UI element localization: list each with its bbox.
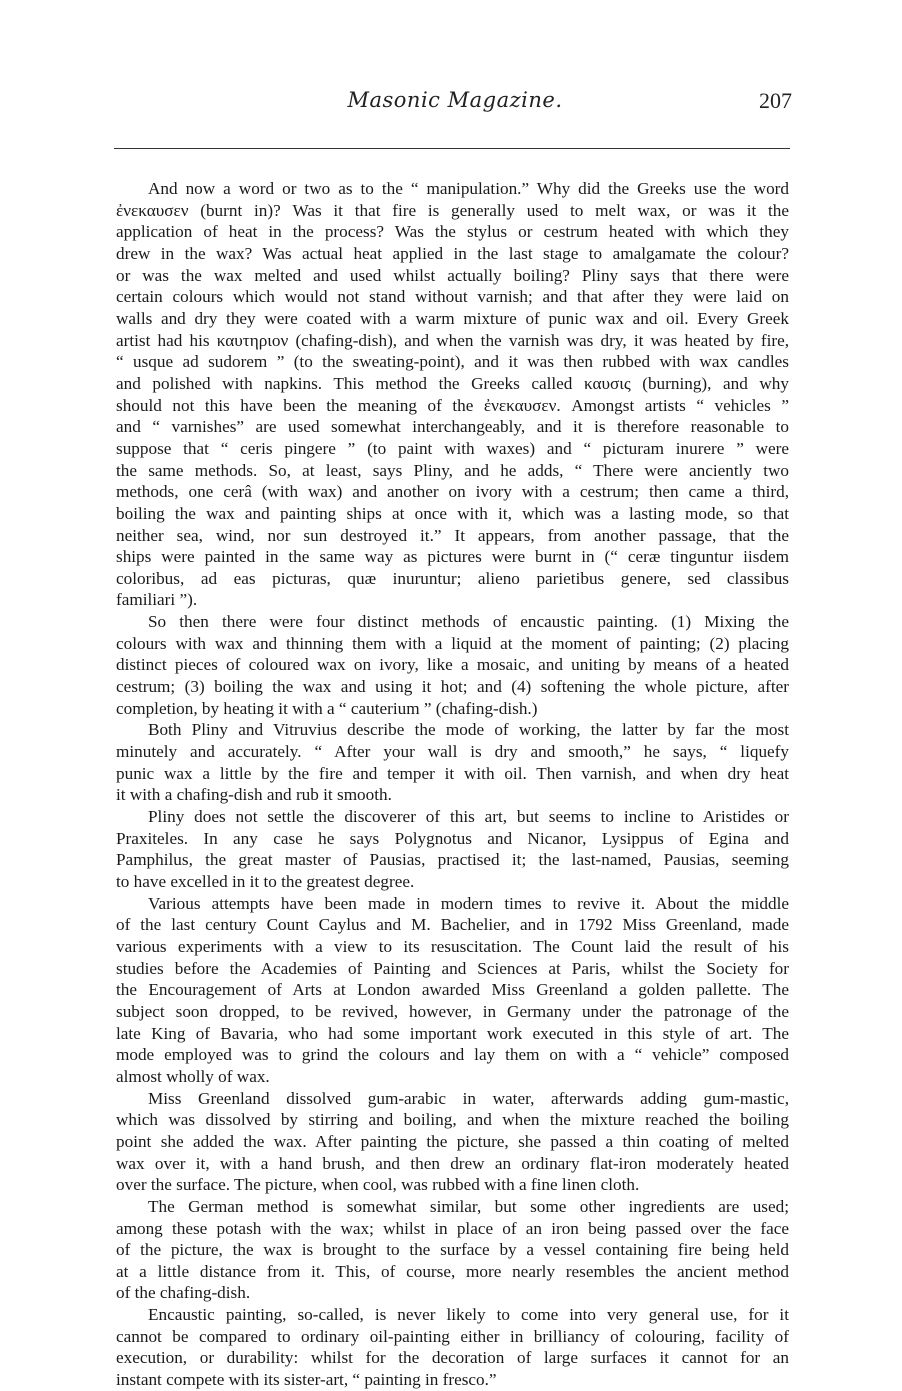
text-line: ships were painted in the same way as pictures were burnt in (“ ceræ tinguntur iisdem: [116, 547, 789, 567]
text-line: cannot be compared to ordinary oil-painting either in brilliancy of colouring, facility of: [116, 1326, 789, 1346]
text-line: and polished with napkins. This method the Greeks called καυσις (burning), and why: [116, 373, 789, 393]
text-line: should not this have been the meaning of the ἐνεκαυσεν. Amongst artists “ vehicles ”: [116, 395, 789, 415]
text-line: subject soon dropped, to be revived, however, in Germany under the patronage of the: [116, 1001, 789, 1021]
text-line: drew in the wax? Was actual heat applied in the last stage to amalgamate the colour?: [116, 243, 789, 263]
text-line: So then there were four distinct methods of encaustic painting. (1) Mixing the: [148, 612, 789, 632]
text-line: neither sea, wind, nor sun destroyed it.” It appears, from another passage, that the: [116, 525, 789, 545]
text-line: late King of Bavaria, who had some important work executed in this style of art. The: [116, 1023, 789, 1043]
text-line: of the last century Count Caylus and M. Bachelier, and in 1792 Miss Greenland, made: [116, 915, 789, 935]
text-line: “ usque ad sudorem ” (to the sweating-point), and it was then rubbed with wax candles: [116, 352, 789, 372]
text-line: punic wax a little by the fire and temper it with oil. Then varnish, and when dry heat: [116, 763, 789, 783]
text-line: to have excelled in it to the greatest degree.: [116, 872, 415, 891]
text-line: of the chafing-dish.: [116, 1283, 251, 1303]
text-line: walls and dry they were coated with a warm mixture of punic wax and oil. Every Greek: [116, 308, 789, 328]
text-line: ἐνεκαυσεν (burnt in)? Was it that fire is generally used to melt wax, or was it the: [116, 200, 789, 220]
text-line: execution, or durability: whilst for the decoration of large surfaces it cannot for an: [116, 1348, 789, 1368]
article-body: [116, 178, 789, 1391]
text-line: various experiments with a view to its resuscitation. The Count laid the result of his: [116, 936, 789, 956]
text-line: familiari ”).: [116, 590, 198, 610]
text-line: Both Pliny and Vitruvius describe the mode of working, the latter by far the most: [148, 720, 789, 740]
text-line: completion, by heating it with a “ cauterium ” (chafing-dish.): [116, 698, 538, 718]
text-line: which was dissolved by stirring and boiling, and when the mixture reached the boiling: [116, 1110, 789, 1130]
text-line: Encaustic painting, so-called, is never likely to come into very general use, for it: [148, 1305, 789, 1325]
text-line: wax over it, with a hand brush, and then drew an ordinary flat-iron moderately heated: [116, 1153, 789, 1173]
text-line: certain colours which would not stand without varnish; and that after they were laid on: [116, 287, 789, 307]
text-line: almost wholly of wax.: [116, 1066, 270, 1086]
text-line: or was the wax melted and used whilst actually boiling? Pliny says that there were: [116, 265, 789, 285]
text-line: studies before the Academies of Painting and Sciences at Paris, whilst the Society for: [116, 958, 789, 978]
page-number: 207: [759, 88, 792, 113]
text-line: of the picture, the wax is brought to the surface by a vessel containing fire being held: [116, 1240, 789, 1260]
text-line: among these potash with the wax; whilst in place of an iron being passed over the face: [116, 1218, 789, 1238]
text-line: Pamphilus, the great master of Pausias, practised it; the last-named, Pausias, seeming: [116, 850, 789, 870]
text-line: Praxiteles. In any case he says Polygnotus and Nicanor, Lysippus of Egina and: [116, 828, 789, 848]
text-line: point she added the wax. After painting the picture, she passed a thin coating of melted: [116, 1131, 789, 1151]
text-line: at a little distance from it. This, of course, more nearly resembles the ancient method: [116, 1261, 789, 1281]
text-line: methods, one cerâ (with wax) and another on ivory with a cestrum; then came a third,: [116, 482, 789, 502]
text-line: instant compete with its sister-art, “ painting in fresco.”: [116, 1370, 497, 1390]
text-line: mode employed was to grind the colours and lay them on with a “ vehicle” composed: [116, 1045, 789, 1065]
text-line: the Encouragement of Arts at London awarded Miss Greenland a golden pallette. The: [116, 980, 789, 1000]
text-line: minutely and accurately. “ After your wall is dry and smooth,” he says, “ liquefy: [116, 742, 789, 762]
text-line: Various attempts have been made in modern times to revive it. About the middle: [148, 893, 789, 913]
text-line: And now a word or two as to the “ manipulation.” Why did the Greeks use the word: [148, 179, 789, 198]
text-line: The German method is somewhat similar, but some other ingredients are used;: [148, 1196, 789, 1216]
text-line: artist had his καυτηριον (chafing-dish), and when the varnish was dry, it was heated by fire,: [116, 330, 789, 350]
running-header-title: Masonic Magazine.: [347, 88, 563, 112]
header-rule: [114, 148, 790, 149]
text-line: Miss Greenland dissolved gum-arabic in water, afterwards adding gum-mastic,: [148, 1088, 789, 1108]
text-line: colours with wax and thinning them with a liquid at the moment of painting; (2) placing: [116, 633, 789, 653]
text-line: application of heat in the process? Was the stylus or cestrum heated with which they: [116, 222, 789, 242]
text-line: and “ varnishes” are used somewhat interchangeably, and it is therefore reasonable to: [116, 417, 789, 437]
text-line: the same methods. So, at least, says Pliny, and he adds, “ There were anciently two: [116, 460, 789, 480]
text-line: distinct pieces of coloured wax on ivory, like a mosaic, and uniting by means of a heated: [116, 655, 789, 675]
text-line: it with a chafing-dish and rub it smooth.: [116, 785, 392, 805]
text-line: coloribus, ad eas picturas, quæ inuruntur; alieno parietibus genere, sed classibus: [116, 568, 789, 588]
text-line: over the surface. The picture, when cool, was rubbed with a fine linen cloth.: [116, 1175, 640, 1195]
text-line: Pliny does not settle the discoverer of this art, but seems to incline to Aristides or: [148, 807, 789, 827]
text-line: suppose that “ ceris pingere ” (to paint with waxes) and “ picturam inurere ” were: [116, 438, 789, 458]
text-line: boiling the wax and painting ships at once with it, which was a lasting mode, so that: [116, 503, 789, 523]
text-line: cestrum; (3) boiling the wax and using it hot; and (4) softening the whole picture, after: [116, 677, 789, 697]
